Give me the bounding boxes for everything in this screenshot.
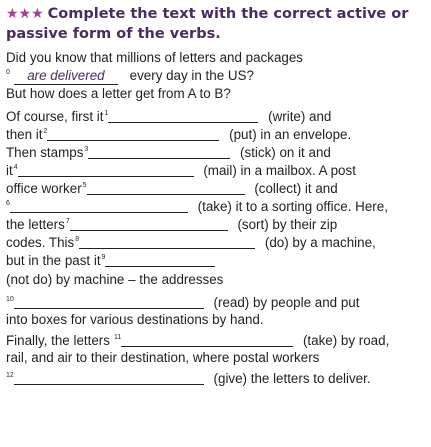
line-text: (take) by road,	[302, 333, 390, 348]
item-number: 4	[13, 164, 18, 171]
text-line	[6, 86, 231, 102]
item-number: 7	[65, 218, 70, 225]
item-number: 10	[6, 296, 14, 303]
item-number: 6	[6, 200, 10, 207]
text-line	[6, 108, 331, 128]
answer-blank-1[interactable]	[108, 110, 258, 123]
line-text: then it	[6, 127, 43, 142]
item-number: 2	[43, 128, 48, 135]
line-text: every day in the US?	[129, 68, 254, 83]
line-text: codes. This	[6, 235, 75, 250]
answer-blank-6[interactable]	[10, 200, 188, 213]
line-text: (collect) it and	[254, 181, 338, 196]
line-text: Then stamps	[6, 145, 84, 160]
item-number: 12	[6, 372, 14, 379]
answer-blank-8[interactable]	[79, 236, 255, 249]
line-text: Of course, first it	[6, 109, 104, 124]
answer-blank-10[interactable]	[14, 296, 204, 309]
text-line	[6, 370, 371, 390]
line-text: office worker	[6, 181, 82, 196]
item-number: 0	[6, 69, 10, 76]
answer-blank-3[interactable]	[88, 146, 230, 159]
line-text: Did you know that millions of letters and packages	[6, 50, 303, 65]
line-text: (sort) by their zip	[237, 217, 338, 232]
line-text: (not do) by machine – the addresses	[6, 272, 224, 287]
text-line	[6, 162, 356, 182]
exercise-heading	[6, 4, 426, 44]
answer-blank-7[interactable]	[70, 218, 228, 231]
text-line	[6, 350, 319, 366]
line-text: (take) it to a sorting office. Here,	[197, 199, 388, 214]
example-answer: are delivered	[14, 68, 118, 85]
text-line	[6, 198, 388, 218]
line-text: the letters	[6, 217, 65, 232]
text-line	[6, 144, 331, 164]
text-line	[6, 126, 351, 146]
line-text: (write) and	[268, 109, 332, 124]
text-line	[6, 50, 303, 66]
line-text: (give) the letters to deliver.	[213, 371, 371, 386]
line-text: (mail) in a mailbox. A post	[203, 163, 356, 178]
line-text: into boxes for various destinations by hand.	[6, 312, 264, 327]
line-text: But how does a letter get from A to B?	[6, 86, 231, 101]
line-text: it	[6, 163, 13, 178]
line-text: rail, and air to their destination, where postal workers	[6, 350, 320, 365]
item-number: 3	[84, 146, 89, 153]
text-line	[6, 68, 254, 87]
text-line	[6, 180, 338, 200]
item-number: 9	[101, 254, 106, 261]
item-number: 1	[104, 110, 109, 117]
answer-blank-2[interactable]	[47, 128, 219, 141]
text-line	[6, 312, 264, 328]
answer-blank-5[interactable]	[87, 182, 245, 195]
line-text: but in the past it	[6, 253, 101, 268]
answer-blank-11[interactable]	[121, 334, 293, 347]
text-line	[6, 294, 359, 314]
text-line	[6, 252, 215, 272]
answer-blank-4[interactable]	[18, 164, 194, 177]
answer-blank-9[interactable]	[105, 254, 215, 267]
item-number: 8	[75, 236, 80, 243]
line-text: Finally, the letters	[6, 333, 110, 348]
exercise-instruction: Complete the text with the correct active or passive form of the verbs.	[6, 6, 409, 42]
line-text: (put) in an envelope.	[229, 127, 352, 142]
line-text: (do) by a machine,	[264, 235, 376, 250]
text-line	[6, 234, 376, 254]
line-text: (read) by people and put	[213, 295, 360, 310]
item-number: 5	[82, 182, 87, 189]
line-text: (stick) on it and	[240, 145, 331, 160]
answer-blank-12[interactable]	[14, 372, 204, 385]
text-line	[6, 216, 337, 236]
difficulty-stars-icon: ★★★	[6, 6, 44, 22]
text-line	[6, 332, 389, 352]
text-line	[6, 272, 223, 288]
item-number: 11	[113, 334, 122, 341]
